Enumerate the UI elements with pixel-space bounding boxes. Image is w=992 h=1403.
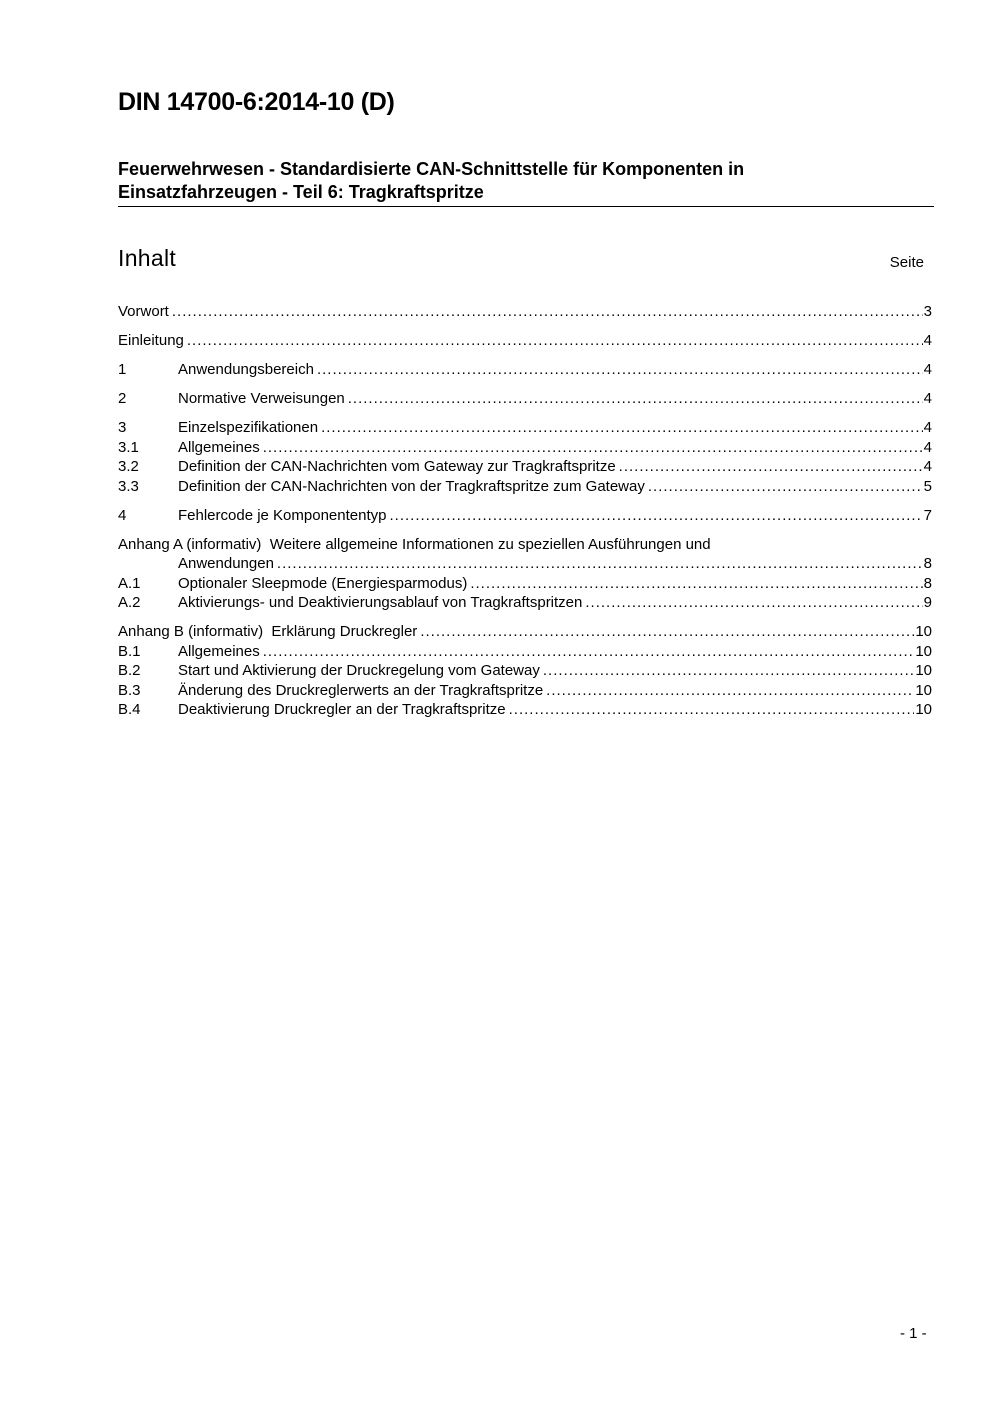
toc-entry-title: Fehlercode je Komponententyp <box>178 506 387 524</box>
toc-entry-number: 3.1 <box>118 438 139 456</box>
toc-entry-number: B.2 <box>118 662 141 679</box>
annex-title: Weitere allgemeine Informationen zu speziellen Ausführungen und <box>269 535 711 553</box>
toc-entry-number: 3.3 <box>118 477 139 495</box>
toc-entry-2[interactable] <box>118 389 932 409</box>
toc-entry-a-2[interactable] <box>118 593 932 613</box>
annex-type: (informativ) <box>186 535 262 553</box>
toc-entry-b-3[interactable] <box>118 681 932 701</box>
toc-entry-title: Aktivierungs- und Deaktivierungsablauf von Tragkraftspritzen <box>178 594 583 611</box>
annex-label: Anhang B <box>118 623 184 640</box>
toc-entry-number: 1 <box>118 361 127 378</box>
toc-entry-page: 3 <box>923 303 932 320</box>
toc-entry-number: 2 <box>118 390 127 407</box>
subtitle-line-2: Einsatzfahrzeugen - Teil 6: Tragkraftspritze <box>118 182 484 202</box>
toc-entry-annex-a[interactable] <box>118 535 932 555</box>
document-id: DIN 14700-6:2014-10 (D) <box>118 88 395 116</box>
annex-type: (informativ) <box>188 623 264 640</box>
toc-entry-title: Einleitung <box>118 332 184 349</box>
toc-entry-page: 4 <box>923 458 932 475</box>
toc-entry-1[interactable] <box>118 360 932 380</box>
dot-leader <box>321 418 923 438</box>
dot-leader <box>263 642 915 662</box>
toc-entry-3-1[interactable] <box>118 438 932 458</box>
annex-label: Anhang A <box>118 535 183 553</box>
toc-entry-page: 5 <box>923 477 932 495</box>
toc-entry-title: Vorwort <box>118 303 169 320</box>
toc-entry-page: 10 <box>915 623 932 640</box>
dot-leader <box>543 661 914 681</box>
page-column-label: Seite <box>889 254 924 271</box>
dot-leader <box>172 302 923 322</box>
toc-entry-annex-a-continued[interactable] <box>118 554 932 574</box>
dot-leader <box>277 554 923 574</box>
toc-entry-vorwort[interactable] <box>118 302 932 322</box>
toc-entry-title: Anwendungsbereich <box>178 361 314 378</box>
toc-entry-page: 8 <box>923 555 932 572</box>
toc-entry-page: 4 <box>923 438 932 456</box>
toc-entry-number: A.2 <box>118 594 141 611</box>
table-of-contents <box>118 302 932 720</box>
toc-entry-page: 10 <box>915 642 932 660</box>
annex-title-continued: Anwendungen <box>178 555 274 572</box>
toc-entry-title: Definition der CAN-Nachrichten von der Tragkraftspritze zum Gateway <box>178 477 645 495</box>
toc-entry-number: A.1 <box>118 574 141 592</box>
dot-leader <box>420 622 914 642</box>
toc-entry-title: Start und Aktivierung der Druckregelung vom Gateway <box>178 662 540 679</box>
toc-entry-title: Deaktivierung Druckregler an der Tragkraftspritze <box>178 701 506 718</box>
dot-leader <box>509 700 915 720</box>
toc-entry-einleitung[interactable] <box>118 331 932 351</box>
toc-entry-page: 10 <box>915 681 932 699</box>
page-number: - 1 - <box>900 1325 927 1342</box>
toc-entry-title: Allgemeines <box>178 438 260 456</box>
toc-entry-b-1[interactable] <box>118 642 932 662</box>
toc-entry-title: Allgemeines <box>178 642 260 660</box>
toc-entry-number: 4 <box>118 506 127 524</box>
dot-leader <box>348 389 923 409</box>
toc-entry-b-2[interactable] <box>118 661 932 681</box>
document-subtitle <box>118 158 934 207</box>
toc-entry-number: B.1 <box>118 642 141 660</box>
toc-entry-title: Definition der CAN-Nachrichten vom Gateway zur Tragkraftspritze <box>178 458 616 475</box>
toc-entry-page: 8 <box>923 574 932 592</box>
toc-entry-title: Änderung des Druckreglerwerts an der Tragkraftspritze <box>178 681 544 699</box>
toc-entry-page: 9 <box>923 594 932 611</box>
toc-entry-page: 4 <box>923 419 932 436</box>
dot-leader <box>317 360 923 380</box>
dot-leader <box>187 331 923 351</box>
toc-entry-title: Normative Verweisungen <box>178 390 345 407</box>
toc-heading: Inhalt <box>118 245 177 271</box>
dot-leader <box>619 457 923 477</box>
toc-entry-annex-b[interactable] <box>118 622 932 642</box>
toc-entry-title <box>118 622 417 642</box>
toc-entry-page: 4 <box>923 390 932 407</box>
dot-leader <box>585 593 922 613</box>
toc-entry-page: 7 <box>923 506 932 524</box>
toc-entry-page: 4 <box>923 332 932 349</box>
toc-entry-a-1[interactable] <box>118 574 932 594</box>
toc-entry-3-3[interactable] <box>118 477 932 497</box>
toc-entry-number: B.4 <box>118 701 141 718</box>
toc-entry-3-2[interactable] <box>118 457 932 477</box>
toc-entry-page: 10 <box>915 701 932 718</box>
toc-entry-3[interactable] <box>118 418 932 438</box>
annex-title: Erklärung Druckregler <box>271 623 418 640</box>
toc-entry-number: B.3 <box>118 681 141 699</box>
toc-entry-number: 3 <box>118 419 127 436</box>
toc-entry-title: Optionaler Sleepmode (Energiesparmodus) <box>178 574 468 592</box>
dot-leader <box>263 438 923 458</box>
toc-entry-number: 3.2 <box>118 458 139 475</box>
toc-entry-page: 10 <box>915 662 932 679</box>
toc-entry-title: Einzelspezifikationen <box>178 419 319 436</box>
toc-entry-page: 4 <box>923 361 932 378</box>
dot-leader <box>546 681 914 701</box>
toc-entry-b-4[interactable] <box>118 700 932 720</box>
dot-leader <box>470 574 922 594</box>
dot-leader <box>389 506 922 526</box>
subtitle-line-1: Feuerwehrwesen - Standardisierte CAN-Schnittstelle für Komponenten in <box>118 159 745 179</box>
toc-entry-title <box>118 535 711 555</box>
toc-entry-4[interactable] <box>118 506 932 526</box>
dot-leader <box>648 477 923 497</box>
